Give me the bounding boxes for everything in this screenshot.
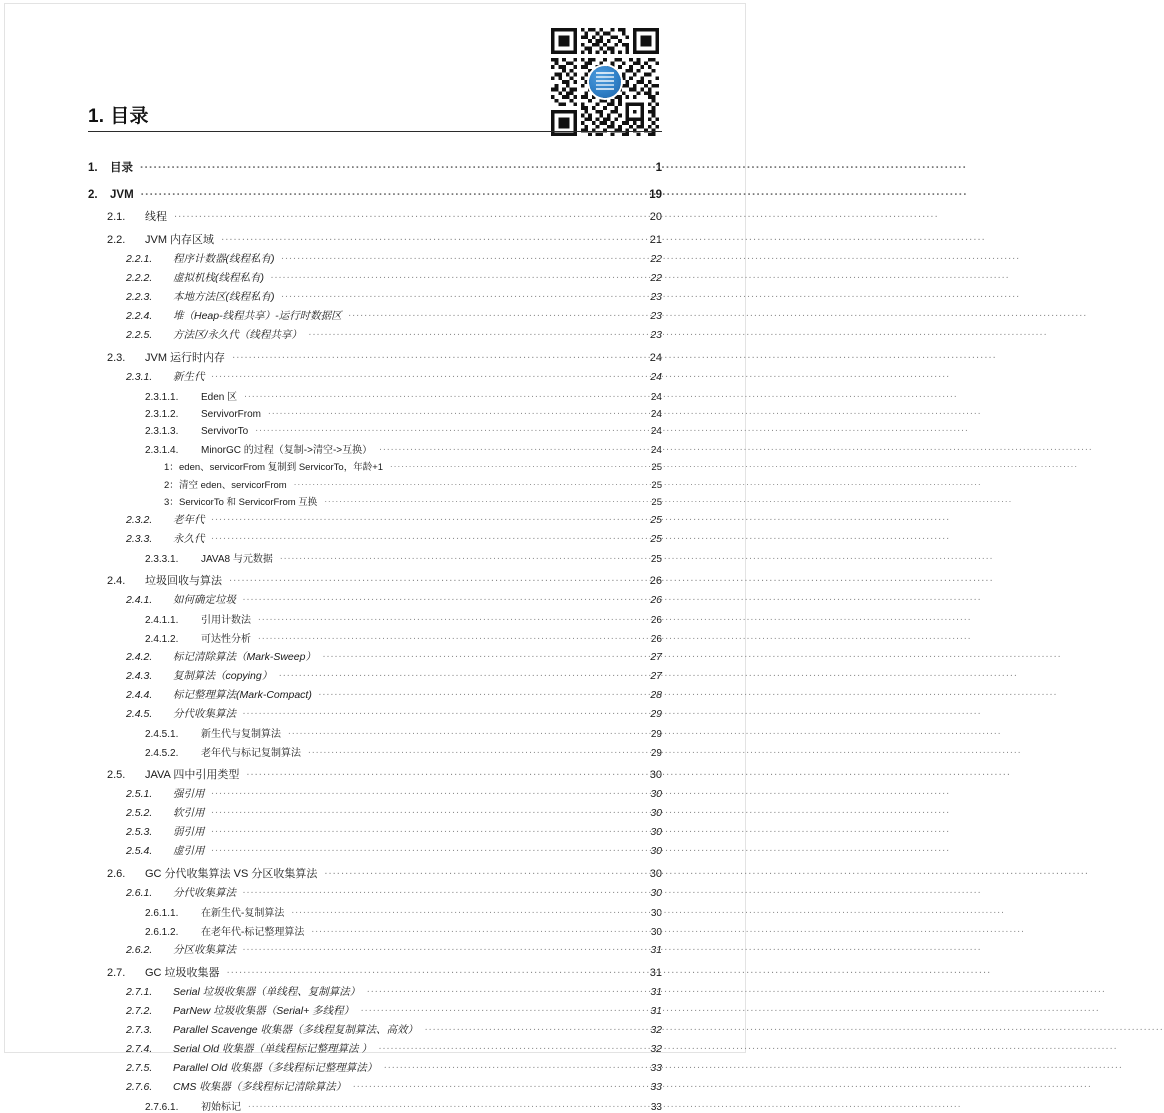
toc-entry-number: 2.4.5.2. [145,748,179,759]
toc-entry-page-number: 22 [650,252,662,265]
toc-entry-number: 2.6.1.1. [145,908,179,919]
toc-entry-page-number: 25 [650,554,662,565]
toc-entry-title: JVM [110,188,134,201]
toc-entry-number: 2.7.2. [126,1005,153,1017]
toc-entry-title: 弱引用 [173,826,205,838]
toc-entry-number: 2.7.6.1. [145,1102,179,1113]
toc-entry[interactable] [88,349,662,365]
toc-entry-title: 清空 eden、servicorFrom [179,479,287,491]
toc-leader-dots [232,350,644,361]
toc-entry[interactable] [88,923,662,938]
toc-entry-title: 新生代 [173,370,205,383]
toc-entry-page-number: 30 [650,845,662,857]
toc-entry-page-number: 25 [650,533,662,545]
toc-leader-dots [324,866,644,877]
toc-entry-page-number: 30 [650,788,662,800]
toc-leader-dots [243,943,644,954]
toc-entry-title: ServicorTo 和 ServicorFrom 互换 [179,497,318,508]
toc-entry-number: 2.3.3.1. [145,554,179,565]
toc-entry-title: Serial 垃圾收集器（单线程、复制算法） [173,986,361,998]
toc-entry-number: 2.5.2. [126,807,153,819]
toc-entry-number: 2.2.4. [126,309,153,322]
toc-entry-title: ParNew 垃圾收集器（Serial+ 多线程） [173,1005,355,1017]
toc-entry-number: 2.7.1. [126,986,153,998]
toc-entry-page-number: 29 [650,708,662,720]
toc-entry-title: 本地方法区(线程私有) [173,290,275,303]
toc-leader-dots [367,985,644,996]
toc-entry-title: JAVA 四中引用类型 [145,769,240,781]
toc-leader-dots [308,746,644,756]
toc-leader-dots [212,532,645,543]
toc-entry-page-number: 19 [649,188,662,201]
toc-leader-dots [229,573,644,584]
toc-leader-dots [361,1004,644,1015]
toc-entry-title: MinorGC 的过程（复制->清空->互换） [201,444,373,456]
toc-leader-dots [379,443,644,453]
table-of-contents [88,148,662,1113]
toc-entry-number: 2.4.1.1. [145,615,179,626]
toc-entry-number: 2.2.2. [126,271,153,284]
toc-entry-number: 2.3.3. [126,533,153,545]
toc-entry-page-number: 24 [650,391,662,403]
toc-entry-page-number: 26 [649,575,662,587]
toc-entry-number: 2.5.3. [126,826,153,838]
toc-entry[interactable] [88,459,662,473]
toc-entry-page-number: 32 [650,1024,662,1036]
toc-leader-dots [174,209,644,220]
toc-entry-title: JVM 运行时内存 [145,351,226,364]
toc-entry-number: 2.6.2. [126,944,153,956]
toc-leader-dots [323,650,644,661]
toc-entry[interactable] [88,1079,662,1094]
toc-entry-title: 新生代与复制算法 [201,729,281,740]
toc-entry[interactable] [88,805,662,820]
toc-entry[interactable] [88,550,662,565]
toc-entry-number: 2.4.5.1. [145,729,179,740]
toc-entry[interactable] [88,885,662,900]
toc-entry[interactable] [88,904,662,919]
toc-entry-page-number: 31 [650,986,662,998]
toc-entry-title: 堆（Heap-线程共享）-运行时数据区 [173,309,342,322]
toc-entry-page-number: 26 [650,615,662,626]
toc-entry-page-number: 31 [650,944,662,956]
toc-entry[interactable] [88,668,662,683]
toc-entry-number: 2.3.2. [126,514,153,526]
toc-entry-title: JVM 内存区域 [145,233,215,246]
toc-entry-page-number: 23 [650,290,662,303]
toc-leader-dots [212,787,645,798]
toc-entry-number: 2.6. [107,868,126,880]
toc-entry-page-number: 26 [650,634,662,645]
toc-entry-number: 2： [164,479,179,491]
toc-entry-number: 2.7.4. [126,1043,153,1055]
toc-entry[interactable] [88,208,662,224]
page-title-number: 1. [88,106,105,127]
toc-leader-dots [258,613,644,623]
toc-entry-title: 复制算法（copying） [173,670,273,682]
toc-entry-number: 2.3.1.2. [145,408,179,420]
toc-entry-page-number: 29 [650,729,662,740]
toc-leader-dots [309,327,644,338]
toc-entry[interactable] [88,289,662,304]
toc-entry-page-number: 25 [650,514,662,526]
toc-entry-title: 分代收集算法 [173,887,236,899]
toc-entry-page-number: 27 [650,670,662,682]
toc-entry-title: GC 分代收集算法 VS 分区收集算法 [145,868,318,880]
toc-entry-number: 2.5.1. [126,788,153,800]
toc-entry[interactable] [88,843,662,858]
toc-entry[interactable] [88,824,662,839]
toc-entry[interactable] [88,611,662,626]
toc-entry-number: 2.3. [107,351,126,364]
toc-entry-page-number: 23 [650,309,662,322]
toc-entry-title: CMS 收集器（多线程标记清除算法） [173,1081,347,1093]
toc-entry-number: 2.2.1. [126,252,153,265]
toc-entry[interactable] [88,1098,662,1113]
toc-entry[interactable] [88,1022,662,1037]
toc-entry-number: 2.2. [107,233,126,246]
toc-entry-title: 在新生代-复制算法 [201,908,285,919]
toc-entry-number: 3： [164,497,179,508]
toc-leader-dots [227,965,644,976]
toc-entry-page-number: 33 [650,1102,662,1113]
toc-entry-title: 如何确定垃圾 [173,594,236,606]
toc-entry-title: 分区收集算法 [173,944,236,956]
toc-entry-number: 2.4.1. [126,594,153,606]
toc-entry-title: 虚引用 [173,845,205,857]
toc-entry-number: 2.4.5. [126,708,153,720]
toc-entry-number: 2.3.1.1. [145,391,179,403]
toc-entry-page-number: 33 [650,1062,662,1074]
toc-entry[interactable] [88,159,662,175]
toc-entry[interactable] [88,308,662,323]
toc-entry-title: 可达性分析 [201,634,251,645]
toc-entry-page-number: 30 [650,826,662,838]
toc-entry[interactable] [88,865,662,881]
toc-entry-title: ServivorTo [201,425,249,437]
toc-leader-dots [390,461,644,471]
toc-entry[interactable] [88,270,662,285]
toc-entry-title: 初始标记 [201,1102,241,1113]
toc-entry[interactable] [88,369,662,384]
toc-entry-title: 虚拟机栈(线程私有) [173,271,264,284]
toc-entry[interactable] [88,964,662,980]
toc-leader-dots [243,886,644,897]
toc-entry-number: 2.6.1. [126,887,153,899]
toc-entry-number: 1： [164,462,179,473]
toc-entry-page-number: 24 [650,425,662,437]
toc-entry[interactable] [88,327,662,342]
toc-entry[interactable] [88,388,662,403]
toc-entry-number: 2.4. [107,575,126,587]
toc-leader-dots [248,1100,644,1110]
toc-entry-page-number: 25 [651,479,662,491]
toc-entry-title: JAVA8 与元数据 [201,554,273,565]
toc-entry-number: 2.3.1.3. [145,425,179,437]
toc-entry-title: 分代收集算法 [173,708,236,720]
toc-entry-page-number: 29 [650,748,662,759]
toc-entry-title: 软引用 [173,807,205,819]
toc-entry[interactable] [88,1041,662,1056]
toc-entry-number: 2.7.3. [126,1024,153,1036]
toc-entry-number: 2.2.5. [126,328,153,341]
toc-entry[interactable] [88,231,662,247]
toc-entry-title: 方法区/永久代（线程共享） [173,328,302,341]
toc-leader-dots [243,593,644,604]
toc-entry[interactable] [88,186,662,201]
toc-entry-number: 2.7.6. [126,1081,153,1093]
toc-entry-page-number: 20 [649,210,662,223]
toc-entry-number: 2.5. [107,769,126,781]
toc-leader-dots [141,186,644,198]
toc-leader-dots [288,727,644,737]
toc-leader-dots [221,232,644,243]
toc-entry-page-number: 26 [650,594,662,606]
toc-entry-title: Serial Old 收集器（单线程标记整理算法 ） [173,1043,372,1055]
toc-entry[interactable] [88,744,662,759]
toc-leader-dots [425,1023,644,1034]
toc-leader-dots [255,424,644,434]
toc-entry[interactable] [88,687,662,702]
toc-leader-dots [212,513,645,524]
toc-entry-title: eden、servicorFrom 复制到 ServicorTo，年龄+1 [179,462,384,473]
toc-entry-page-number: 28 [650,689,662,701]
toc-entry[interactable] [88,1003,662,1018]
toc-entry[interactable] [88,251,662,266]
toc-entry-title: 标记清除算法（Mark-Sweep） [173,651,316,663]
toc-entry-number: 2.4.2. [126,651,153,663]
toc-entry[interactable] [88,649,662,664]
toc-leader-dots [280,552,644,562]
toc-entry-title: 永久代 [173,533,205,545]
toc-entry-number: 2.4.1.2. [145,634,179,645]
toc-entry-page-number: 30 [650,927,662,938]
toc-entry-page-number: 25 [651,462,662,473]
toc-leader-dots [384,1061,644,1072]
toc-leader-dots [271,270,644,281]
toc-entry-title: 老年代与标记复制算法 [201,748,301,759]
toc-entry-title: 垃圾回收与算法 [145,575,222,587]
title-divider [88,131,662,132]
toc-entry[interactable] [88,1060,662,1075]
toc-entry-number: 2.6.1.2. [145,927,179,938]
toc-entry[interactable] [88,512,662,527]
toc-entry-page-number: 24 [649,351,662,364]
toc-leader-dots [291,906,644,916]
toc-leader-dots [244,390,644,400]
toc-entry-page-number: 30 [649,769,662,781]
toc-leader-dots [324,496,644,506]
toc-leader-dots [319,688,644,699]
toc-entry-page-number: 25 [651,497,662,508]
toc-entry-number: 2.7. [107,967,126,979]
toc-entry[interactable] [88,494,662,508]
toc-entry-page-number: 24 [650,370,662,383]
toc-leader-dots [353,1080,644,1091]
toc-entry-page-number: 30 [650,807,662,819]
toc-entry-title: 引用计数法 [201,615,251,626]
toc-entry-page-number: 33 [650,1081,662,1093]
toc-entry-title: 强引用 [173,788,205,800]
toc-entry-number: 2. [88,188,98,201]
page-title [88,101,662,128]
toc-entry-page-number: 21 [649,233,662,246]
toc-leader-dots [258,632,644,642]
toc-entry-page-number: 30 [650,887,662,899]
toc-entry-title: 目录 [110,162,133,174]
toc-entry-number: 2.4.3. [126,670,153,682]
toc-entry-page-number: 31 [649,967,662,979]
toc-entry-number: 2.3.1.4. [145,444,179,456]
toc-entry-title: GC 垃圾收集器 [145,967,220,979]
toc-entry[interactable] [88,531,662,546]
toc-leader-dots [349,308,644,319]
toc-entry[interactable] [88,592,662,607]
toc-entry-title: Parallel Scavenge 收集器（多线程复制算法、高效） [173,1024,419,1036]
toc-entry-title: 标记整理算法(Mark-Compact) [173,689,312,701]
toc-entry[interactable] [88,477,662,491]
toc-entry[interactable] [88,766,662,782]
toc-entry[interactable] [88,630,662,645]
toc-entry[interactable] [88,725,662,740]
toc-entry-title: 老年代 [173,514,205,526]
page-title-text: 目录 [110,106,149,127]
toc-entry-page-number: 32 [650,1043,662,1055]
toc-entry-page-number: 27 [650,651,662,663]
toc-leader-dots [294,478,644,488]
toc-entry-title: 程序计数器(线程私有) [173,252,275,265]
toc-entry-number: 2.7.5. [126,1062,153,1074]
toc-leader-dots [140,160,644,172]
toc-entry-page-number: 31 [650,1005,662,1017]
toc-entry-page-number: 23 [650,328,662,341]
toc-leader-dots [212,806,645,817]
toc-entry[interactable] [88,942,662,957]
toc-entry[interactable] [88,407,662,420]
toc-entry-title: 在老年代-标记整理算法 [201,927,305,938]
toc-leader-dots [212,825,645,836]
toc-leader-dots [282,289,645,300]
toc-entry-page-number: 30 [650,908,662,919]
toc-entry[interactable] [88,441,662,456]
toc-leader-dots [379,1042,644,1053]
toc-leader-dots [212,369,645,380]
toc-entry-title: Parallel Old 收集器（多线程标记整理算法） [173,1062,378,1074]
toc-leader-dots [243,707,644,718]
toc-entry-page-number: 1 [655,162,662,174]
toc-entry[interactable] [88,572,662,588]
toc-entry-page-number: 24 [650,408,662,420]
toc-entry-number: 2.2.3. [126,290,153,303]
toc-leader-dots [212,844,645,855]
toc-entry-page-number: 30 [649,868,662,880]
toc-entry-number: 2.5.4. [126,845,153,857]
toc-leader-dots [279,669,644,680]
toc-entry[interactable] [88,786,662,801]
toc-entry-title: 线程 [145,210,167,223]
toc-leader-dots [311,925,644,935]
toc-entry-number: 1. [88,162,98,174]
toc-entry-number: 2.3.1. [126,370,153,383]
toc-entry[interactable] [88,424,662,437]
qr-center-logo-icon [589,66,621,98]
toc-entry[interactable] [88,706,662,721]
toc-entry[interactable] [88,984,662,999]
toc-leader-dots [282,251,645,262]
toc-entry-title: Eden 区 [201,391,238,403]
toc-leader-dots [246,767,644,778]
toc-leader-dots [268,407,644,417]
toc-entry-number: 2.1. [107,210,126,223]
toc-entry-page-number: 22 [650,271,662,284]
toc-entry-number: 2.4.4. [126,689,153,701]
toc-entry-page-number: 24 [650,444,662,456]
toc-entry-title: ServivorFrom [201,408,262,420]
